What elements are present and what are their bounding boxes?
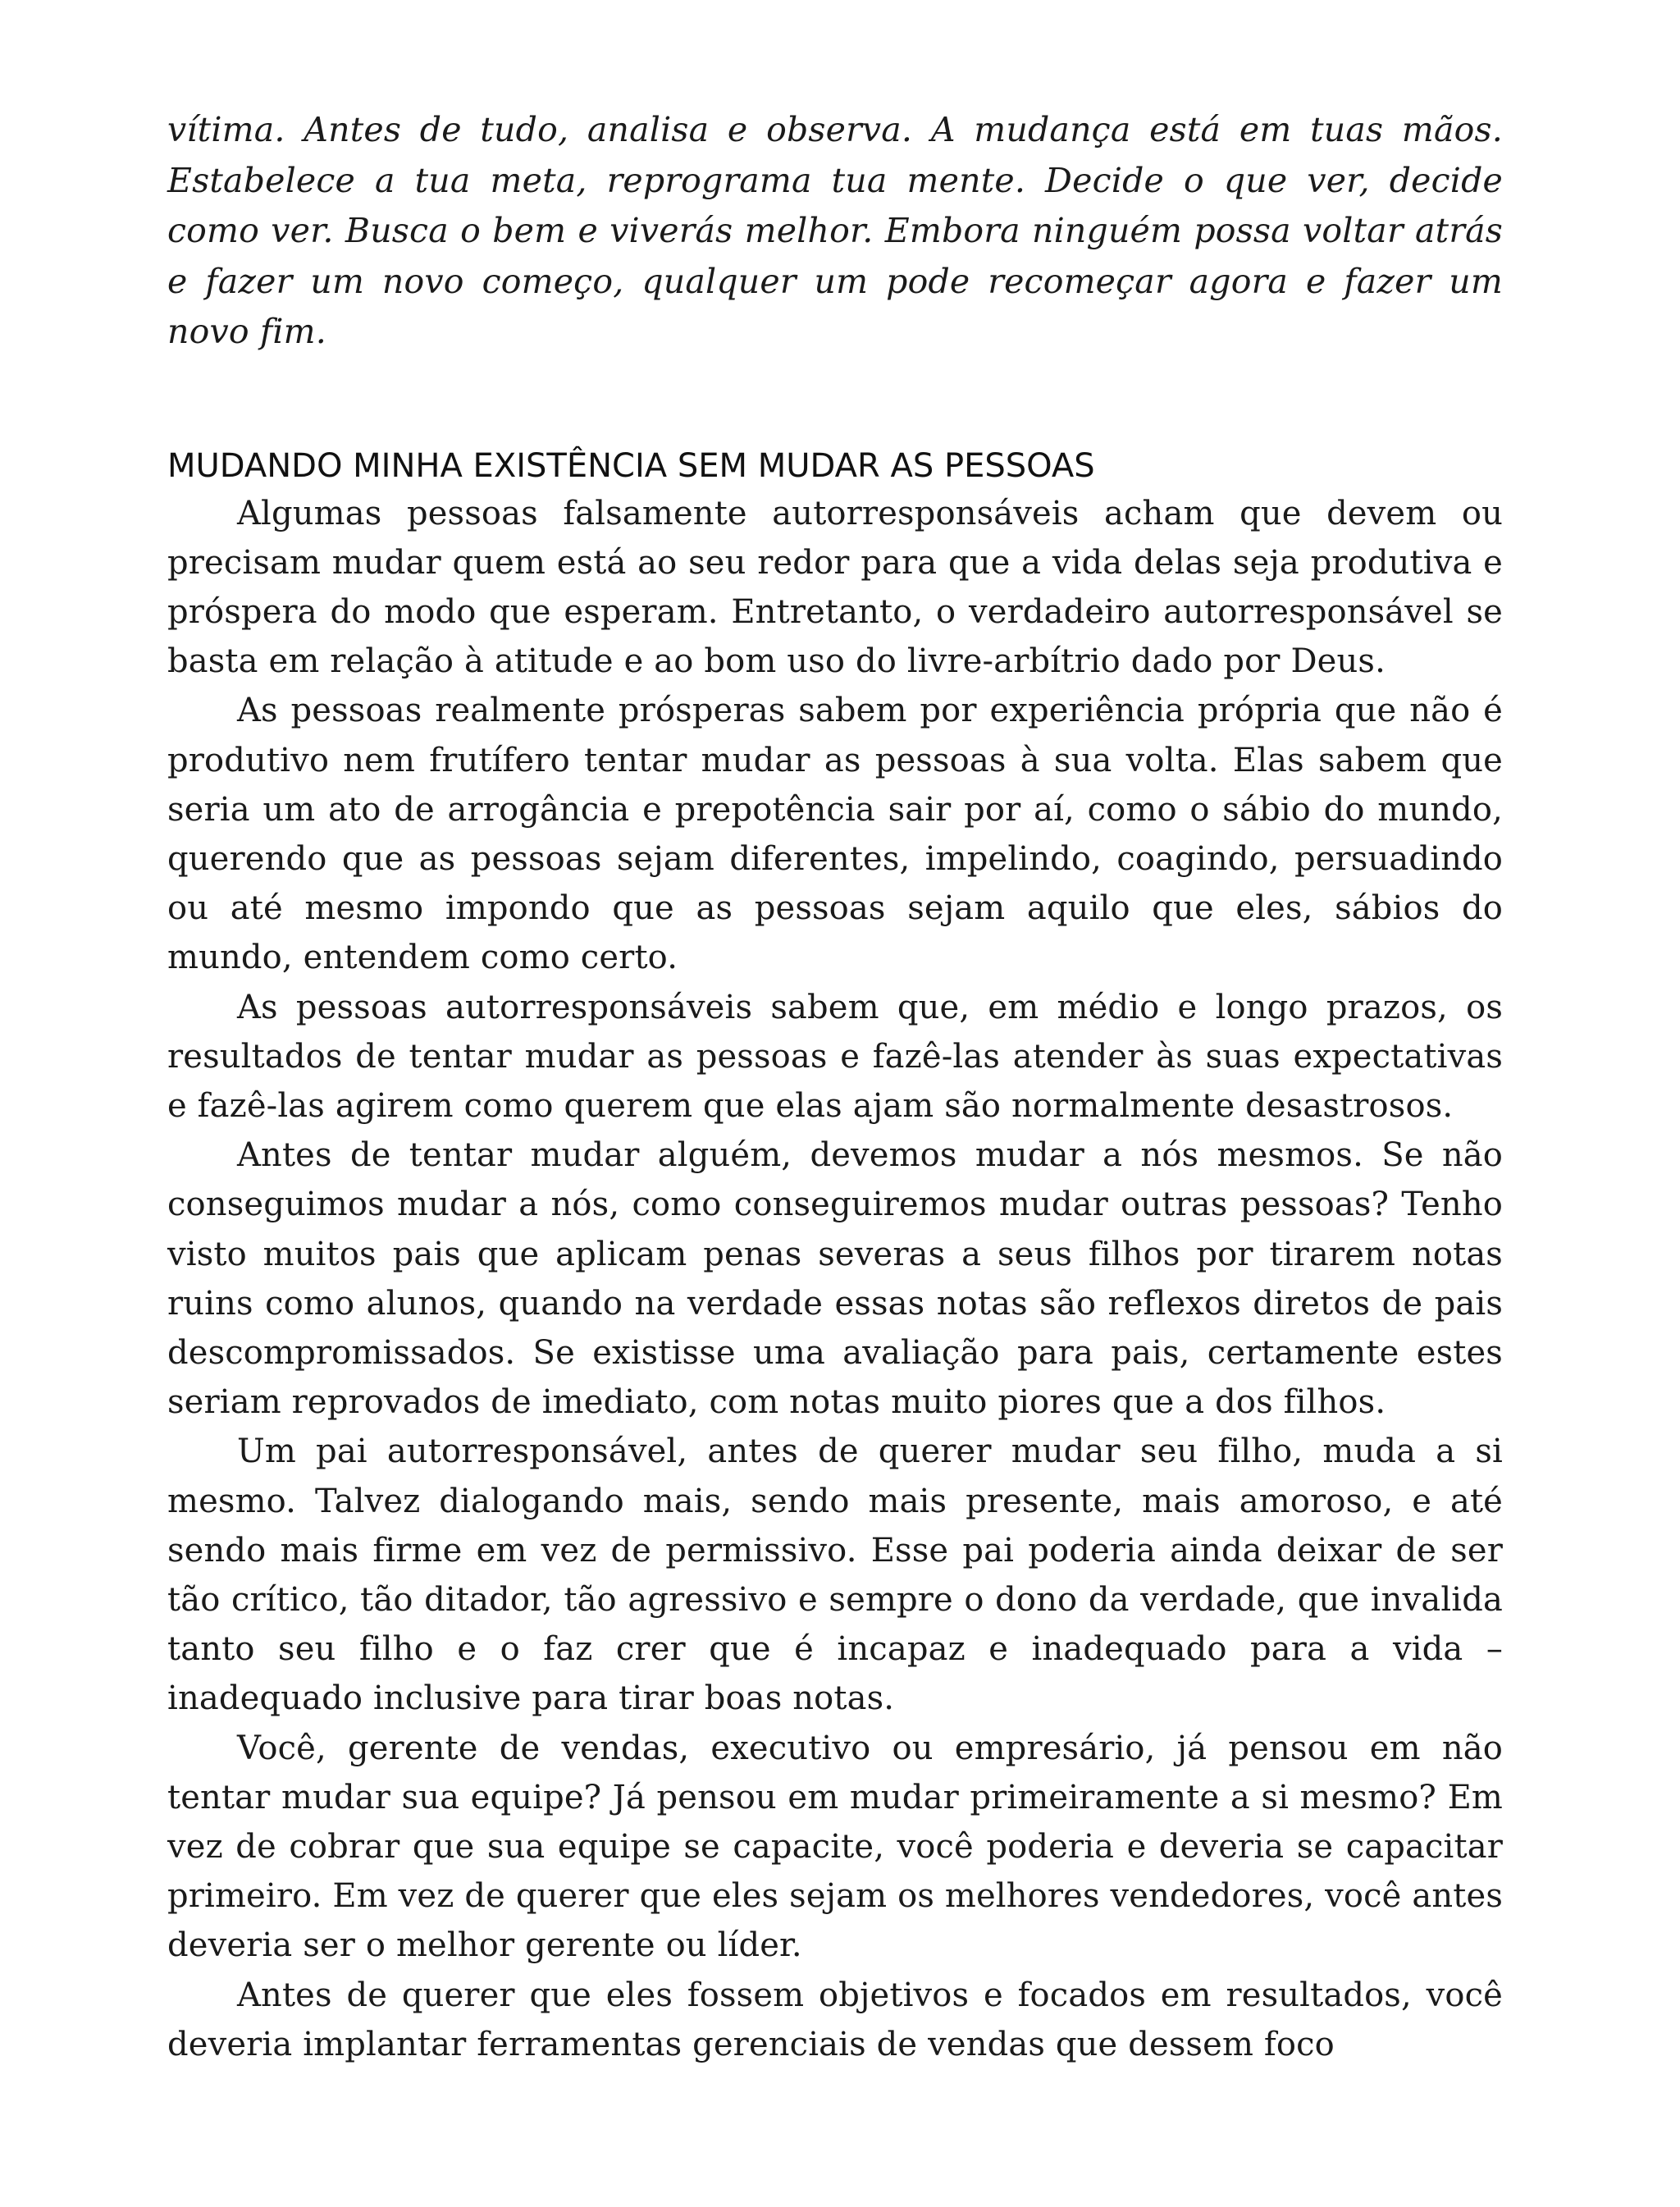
body-paragraph: Algumas pessoas falsamente autorresponsáveis acham que devem ou precisam mudar quem está ao seu redor para que a vida delas seja produtiva e próspera do modo que esperam. Entretanto, o verdadeiro autorresponsável se basta em relação à atitude e ao bom uso do livre-arbítrio dado por Deus. [167, 494, 1503, 681]
body-paragraph: Um pai autorresponsável, antes de querer mudar seu filho, muda a si mesmo. Talvez dialogando mais, sendo mais presente, mais amoroso, e até sendo mais firme em vez de permissivo. Esse pai poderia ainda deixar de ser tão crítico, tão ditador, tão agressivo e sempre o dono da verdade, que invalida tanto seu filho e o faz crer que é incapaz e inadequado para a vida – inadequado inclusive para tirar boas notas. [167, 1432, 1503, 1718]
section-heading: MUDANDO MINHA EXISTÊNCIA SEM MUDAR AS PESSOAS [167, 446, 1095, 485]
body-paragraph: As pessoas realmente prósperas sabem por experiência própria que não é produtivo nem frutífero tentar mudar as pessoas à sua volta. Elas sabem que seria um ato de arrogância e prepotência sair por aí, como o sábio do mundo, querendo que as pessoas sejam diferentes, impelindo, coagindo, persuadindo ou até mesmo impondo que as pessoas sejam aquilo que eles, sábios do mundo, entendem como certo. [167, 692, 1503, 977]
intro-quote: vítima. Antes de tudo, analisa e observa. A mudança está em tuas mãos. Estabelece a tua meta, reprograma tua mente. Decide o que ver, decide como ver. Busca o bem e viverás melhor. Embora ninguém possa voltar atrás e fazer um novo começo, qualquer um pode recomeçar agora e fazer um novo fim. [167, 110, 1503, 351]
text-column [167, 105, 1503, 2069]
body-paragraph: Você, gerente de vendas, executivo ou empresário, já pensou em não tentar mudar sua equipe? Já pensou em mudar primeiramente a si mesmo? Em vez de cobrar que sua equipe se capacite, você poderia e deveria se capacitar primeiro. Em vez de querer que eles sejam os melhores vendedores, você antes deveria ser o melhor gerente ou líder. [167, 1729, 1503, 1965]
body-paragraph: Antes de querer que eles fossem objetivos e focados em resultados, você deveria implantar ferramentas gerenciais de vendas que dessem foco [167, 1976, 1503, 2063]
body-paragraph: As pessoas autorresponsáveis sabem que, em médio e longo prazos, os resultados de tentar mudar as pessoas e fazê-las atender às suas expectativas e fazê-las agirem como querem que elas ajam são normalmente desastrosos. [167, 988, 1503, 1125]
body-paragraph: Antes de tentar mudar alguém, devemos mudar a nós mesmos. Se não conseguimos mudar a nós, como conseguiremos mudar outras pessoas? Tenho visto muitos pais que aplicam penas severas a seus filhos por tirarem notas ruins como alunos, quando na verdade essas notas são reflexos diretos de pais descompromissados. Se existisse uma avaliação para pais, certamente estes seriam reprovados de imediato, com notas muito piores que a dos filhos. [167, 1136, 1503, 1422]
